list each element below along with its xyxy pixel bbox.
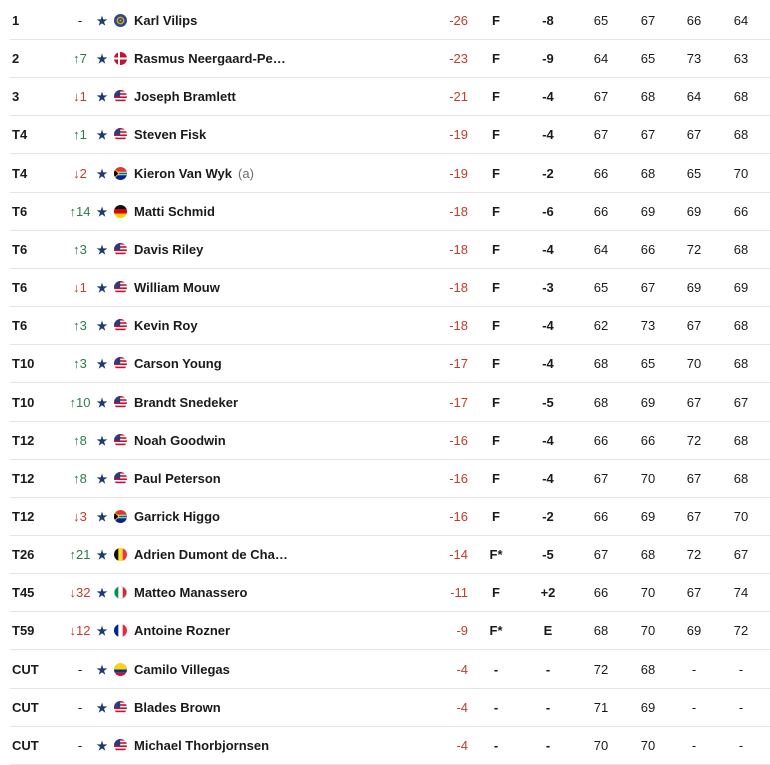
- movement-cell: ↓12: [69, 623, 91, 639]
- amateur-tag: (a): [238, 165, 254, 181]
- player-name[interactable]: Adrien Dumont de Cha…: [134, 547, 288, 563]
- round-1-score: 65: [593, 13, 609, 28]
- favorite-star-icon[interactable]: ★: [96, 242, 108, 257]
- player-name[interactable]: Brandt Snedeker: [134, 394, 239, 410]
- germany-flag-icon: [114, 193, 128, 231]
- movement-cell: ↑8: [73, 432, 87, 448]
- round-2-score: 69: [640, 699, 656, 715]
- round-4-score: 67: [733, 394, 749, 410]
- round-4-score: -: [738, 737, 744, 753]
- round-4-score: 63: [733, 51, 749, 67]
- round-4-score: 74: [733, 585, 749, 601]
- player-name[interactable]: Camilo Villegas: [134, 661, 230, 677]
- usa-flag-icon: [114, 78, 128, 116]
- table-row[interactable]: [10, 689, 770, 727]
- round-4-score: 67: [733, 547, 749, 563]
- round-2-score: 65: [640, 51, 656, 67]
- favorite-star-icon[interactable]: ★: [96, 90, 108, 105]
- round-2-score: 68: [640, 89, 656, 105]
- player-name[interactable]: Garrick Higgo: [134, 508, 220, 524]
- table-row[interactable]: [10, 193, 770, 231]
- usa-flag-icon: [114, 116, 128, 154]
- total-score: -18: [449, 280, 468, 296]
- round-1-score: 64: [593, 51, 609, 67]
- position-cell: T45: [12, 585, 35, 601]
- round-2-score: 68: [640, 661, 656, 677]
- round-4-score: 68: [733, 241, 749, 257]
- round-4-score: 64: [733, 13, 749, 28]
- favorite-star-icon[interactable]: ★: [96, 52, 108, 67]
- round-3-score: -: [691, 737, 697, 753]
- table-row[interactable]: [10, 269, 770, 307]
- player-name[interactable]: Steven Fisk: [134, 127, 207, 143]
- favorite-star-icon[interactable]: ★: [96, 14, 108, 28]
- round-3-score: 64: [686, 89, 702, 105]
- favorite-star-icon[interactable]: ★: [96, 128, 108, 143]
- player-name[interactable]: Rasmus Neergaard-Pe…: [134, 51, 286, 67]
- position-cell: T6: [12, 203, 28, 219]
- favorite-star-icon[interactable]: ★: [96, 357, 108, 372]
- thru-cell: F: [492, 13, 500, 28]
- thru-cell: F: [492, 280, 500, 296]
- round-3-score: 69: [686, 623, 702, 639]
- colombia-flag-icon: [114, 651, 128, 689]
- round-1-score: 71: [593, 699, 609, 715]
- table-row[interactable]: [10, 651, 770, 689]
- belgium-flag-icon: [114, 536, 128, 574]
- movement-cell: ↓32: [69, 585, 91, 601]
- round-1-score: 68: [593, 356, 609, 372]
- round-4-score: -: [738, 661, 744, 677]
- italy-flag-icon: [114, 574, 128, 612]
- round-3-score: 65: [686, 165, 702, 181]
- round-2-score: 68: [640, 165, 656, 181]
- today-score: -2: [542, 508, 554, 524]
- round-1-score: 67: [593, 127, 609, 143]
- round-1-score: 72: [593, 661, 609, 677]
- position-cell: 3: [12, 89, 20, 105]
- favorite-star-icon[interactable]: ★: [96, 738, 108, 753]
- round-3-score: 73: [686, 51, 702, 67]
- movement-cell: ↑1: [73, 127, 87, 143]
- position-cell: T12: [12, 508, 35, 524]
- movement-cell: -: [77, 13, 83, 28]
- round-1-score: 64: [593, 241, 609, 257]
- round-4-score: 69: [733, 280, 749, 296]
- thru-cell: F: [492, 51, 500, 67]
- round-4-score: 68: [733, 127, 749, 143]
- round-4-score: 70: [733, 165, 749, 181]
- thru-cell: F: [492, 585, 500, 601]
- player-name[interactable]: Kevin Roy: [134, 318, 198, 334]
- round-2-score: 67: [640, 127, 656, 143]
- round-2-score: 69: [640, 203, 656, 219]
- round-2-score: 67: [640, 13, 656, 28]
- today-score: -9: [542, 51, 554, 67]
- total-score: -17: [449, 356, 468, 372]
- total-score: -9: [456, 623, 468, 639]
- position-cell: T4: [12, 165, 28, 181]
- position-cell: T6: [12, 318, 28, 334]
- round-4-score: 68: [733, 470, 749, 486]
- player-name[interactable]: Blades Brown: [134, 699, 221, 715]
- thru-cell: F: [492, 241, 500, 257]
- position-cell: 2: [12, 51, 20, 67]
- round-4-score: 68: [733, 318, 749, 334]
- position-cell: T4: [12, 127, 28, 143]
- round-2-score: 66: [640, 241, 656, 257]
- round-3-score: 67: [686, 394, 702, 410]
- movement-cell: ↑7: [73, 51, 87, 67]
- round-1-score: 67: [593, 547, 609, 563]
- total-score: -16: [449, 432, 468, 448]
- round-1-score: 66: [593, 203, 609, 219]
- player-name[interactable]: Noah Goodwin: [134, 432, 226, 448]
- thru-cell: F*: [489, 547, 503, 563]
- denmark-flag-icon: [114, 40, 128, 78]
- player-name[interactable]: Davis Riley: [134, 241, 204, 257]
- today-score: -4: [542, 241, 554, 257]
- total-score: -4: [456, 661, 468, 677]
- movement-cell: ↑10: [69, 394, 91, 410]
- total-score: -21: [449, 89, 468, 105]
- position-cell: T6: [12, 280, 28, 296]
- today-score: -: [545, 661, 551, 677]
- favorite-star-icon[interactable]: ★: [96, 395, 108, 410]
- round-4-score: 70: [733, 508, 749, 524]
- movement-cell: -: [77, 699, 83, 715]
- thru-cell: -: [493, 699, 499, 715]
- today-score: -3: [542, 280, 554, 296]
- thru-cell: F: [492, 318, 500, 334]
- round-1-score: 70: [593, 737, 609, 753]
- round-2-score: 70: [640, 737, 656, 753]
- round-4-score: 72: [733, 623, 749, 639]
- position-cell: T12: [12, 470, 35, 486]
- table-row[interactable]: [10, 345, 770, 383]
- round-1-score: 66: [593, 585, 609, 601]
- position-cell: CUT: [12, 737, 39, 753]
- round-3-score: 67: [686, 127, 702, 143]
- round-1-score: 66: [593, 432, 609, 448]
- today-score: +2: [540, 585, 556, 601]
- thru-cell: F: [492, 165, 500, 181]
- table-row[interactable]: [10, 155, 770, 193]
- round-2-score: 65: [640, 356, 656, 372]
- today-score: -4: [542, 89, 554, 105]
- round-3-score: 66: [686, 13, 702, 28]
- player-name[interactable]: Antoine Rozner: [134, 623, 231, 639]
- position-cell: T59: [12, 623, 35, 639]
- round-1-score: 67: [593, 89, 609, 105]
- today-score: E: [543, 623, 553, 639]
- movement-cell: ↑14: [69, 203, 91, 219]
- today-score: -4: [542, 318, 554, 334]
- player-name[interactable]: Joseph Bramlett: [134, 89, 236, 105]
- round-4-score: 66: [733, 203, 749, 219]
- position-cell: CUT: [12, 661, 39, 677]
- thru-cell: -: [493, 661, 499, 677]
- total-score: -18: [449, 318, 468, 334]
- round-2-score: 70: [640, 585, 656, 601]
- today-score: -: [545, 699, 551, 715]
- round-2-score: 70: [640, 623, 656, 639]
- favorite-star-icon[interactable]: ★: [96, 548, 108, 563]
- position-cell: 1: [12, 13, 20, 28]
- usa-flag-icon: [114, 269, 128, 307]
- favorite-star-icon[interactable]: ★: [96, 700, 108, 715]
- total-score: -18: [449, 241, 468, 257]
- favorite-star-icon[interactable]: ★: [96, 281, 108, 296]
- today-score: -2: [542, 165, 554, 181]
- thru-cell: F: [492, 127, 500, 143]
- today-score: -5: [542, 394, 554, 410]
- thru-cell: F: [492, 203, 500, 219]
- thru-cell: -: [493, 737, 499, 753]
- movement-cell: ↑21: [69, 547, 91, 563]
- movement-cell: ↓3: [73, 508, 87, 524]
- round-2-score: 70: [640, 470, 656, 486]
- round-3-score: 69: [686, 280, 702, 296]
- table-row[interactable]: [10, 78, 770, 116]
- round-2-score: 73: [640, 318, 656, 334]
- total-score: -4: [456, 737, 468, 753]
- round-3-score: 72: [686, 241, 702, 257]
- table-row[interactable]: [10, 116, 770, 154]
- round-1-score: 66: [593, 165, 609, 181]
- today-score: -4: [542, 470, 554, 486]
- round-1-score: 66: [593, 508, 609, 524]
- movement-cell: ↑3: [73, 241, 87, 257]
- usa-flag-icon: [114, 460, 128, 498]
- usa-flag-icon: [114, 231, 128, 269]
- player-name[interactable]: Matteo Manassero: [134, 585, 248, 601]
- round-3-score: -: [691, 699, 697, 715]
- favorite-star-icon[interactable]: ★: [96, 471, 108, 486]
- thru-cell: F: [492, 470, 500, 486]
- today-score: -4: [542, 356, 554, 372]
- total-score: -14: [449, 547, 468, 563]
- player-name[interactable]: Matti Schmid: [134, 203, 215, 219]
- movement-cell: ↑3: [73, 356, 87, 372]
- movement-cell: ↑3: [73, 318, 87, 334]
- round-3-score: 72: [686, 547, 702, 563]
- total-score: -16: [449, 508, 468, 524]
- movement-cell: -: [77, 737, 83, 753]
- total-score: -26: [449, 13, 468, 28]
- table-row[interactable]: [10, 231, 770, 269]
- round-4-score: 68: [733, 356, 749, 372]
- movement-cell: ↓2: [73, 165, 87, 181]
- favorite-star-icon[interactable]: ★: [96, 166, 108, 181]
- usa-flag-icon: [114, 345, 128, 383]
- usa-flag-icon: [114, 307, 128, 345]
- table-row[interactable]: [10, 422, 770, 460]
- thru-cell: F: [492, 508, 500, 524]
- position-cell: T26: [12, 547, 35, 563]
- table-row[interactable]: [10, 2, 770, 40]
- round-4-score: 68: [733, 432, 749, 448]
- today-score: -8: [542, 13, 554, 28]
- movement-cell: -: [77, 661, 83, 677]
- thru-cell: F: [492, 432, 500, 448]
- table-row[interactable]: [10, 574, 770, 612]
- favorite-star-icon[interactable]: ★: [96, 319, 108, 334]
- favorite-star-icon[interactable]: ★: [96, 662, 108, 677]
- favorite-star-icon[interactable]: ★: [96, 509, 108, 524]
- france-flag-icon: [114, 612, 128, 650]
- total-score: -19: [449, 165, 468, 181]
- favorite-star-icon[interactable]: ★: [96, 433, 108, 448]
- thru-cell: F*: [489, 623, 503, 639]
- player-name[interactable]: Paul Peterson: [134, 470, 221, 486]
- table-row[interactable]: [10, 612, 770, 650]
- today-score: -5: [542, 547, 554, 563]
- round-1-score: 62: [593, 318, 609, 334]
- usa-flag-icon: [114, 384, 128, 422]
- round-2-score: 67: [640, 280, 656, 296]
- usa-flag-icon: [114, 689, 128, 727]
- position-cell: CUT: [12, 699, 39, 715]
- table-row[interactable]: [10, 307, 770, 345]
- table-row[interactable]: [10, 498, 770, 536]
- round-3-score: 67: [686, 470, 702, 486]
- favorite-star-icon[interactable]: ★: [96, 624, 108, 639]
- today-score: -6: [542, 203, 554, 219]
- player-name[interactable]: William Mouw: [134, 280, 220, 296]
- south-africa-flag-icon: [114, 155, 128, 193]
- total-score: -19: [449, 127, 468, 143]
- movement-cell: ↓1: [73, 89, 87, 105]
- thru-cell: F: [492, 356, 500, 372]
- usa-flag-icon: [114, 422, 128, 460]
- total-score: -18: [449, 203, 468, 219]
- total-score: -11: [450, 585, 468, 601]
- position-cell: T10: [12, 356, 35, 372]
- position-cell: T10: [12, 394, 35, 410]
- thru-cell: F: [492, 89, 500, 105]
- favorite-star-icon[interactable]: ★: [96, 586, 108, 601]
- round-3-score: 72: [686, 432, 702, 448]
- round-3-score: 70: [686, 356, 702, 372]
- table-row[interactable]: [10, 40, 770, 78]
- round-4-score: 68: [733, 89, 749, 105]
- round-3-score: 67: [686, 585, 702, 601]
- round-1-score: 67: [593, 470, 609, 486]
- table-row[interactable]: [10, 384, 770, 422]
- world-flag-icon: [114, 2, 128, 40]
- usa-flag-icon: [114, 727, 128, 765]
- round-3-score: -: [691, 661, 697, 677]
- player-name[interactable]: Kieron Van Wyk (a): [134, 165, 254, 181]
- movement-cell: ↓1: [73, 280, 87, 296]
- position-cell: T6: [12, 241, 28, 257]
- movement-cell: ↑8: [73, 470, 87, 486]
- round-2-score: 69: [640, 508, 656, 524]
- table-row[interactable]: [10, 727, 770, 765]
- round-3-score: 67: [686, 508, 702, 524]
- round-1-score: 68: [593, 394, 609, 410]
- round-1-score: 65: [593, 280, 609, 296]
- round-2-score: 68: [640, 547, 656, 563]
- round-1-score: 68: [593, 623, 609, 639]
- thru-cell: F: [492, 394, 500, 410]
- round-2-score: 66: [640, 432, 656, 448]
- round-3-score: 69: [686, 203, 702, 219]
- player-name[interactable]: Michael Thorbjornsen: [134, 737, 270, 753]
- round-4-score: -: [738, 699, 744, 715]
- player-name[interactable]: Carson Young: [134, 356, 222, 372]
- player-name[interactable]: Karl Vilips: [134, 13, 198, 28]
- total-score: -23: [449, 51, 468, 67]
- table-row[interactable]: [10, 536, 770, 574]
- total-score: -4: [456, 699, 468, 715]
- today-score: -4: [542, 127, 554, 143]
- position-cell: T12: [12, 432, 35, 448]
- table-row[interactable]: [10, 460, 770, 498]
- total-score: -17: [449, 394, 468, 410]
- south-africa-flag-icon: [114, 498, 128, 536]
- favorite-star-icon[interactable]: ★: [96, 204, 108, 219]
- round-3-score: 67: [686, 318, 702, 334]
- round-2-score: 69: [640, 394, 656, 410]
- today-score: -: [545, 737, 551, 753]
- total-score: -16: [449, 470, 468, 486]
- today-score: -4: [542, 432, 554, 448]
